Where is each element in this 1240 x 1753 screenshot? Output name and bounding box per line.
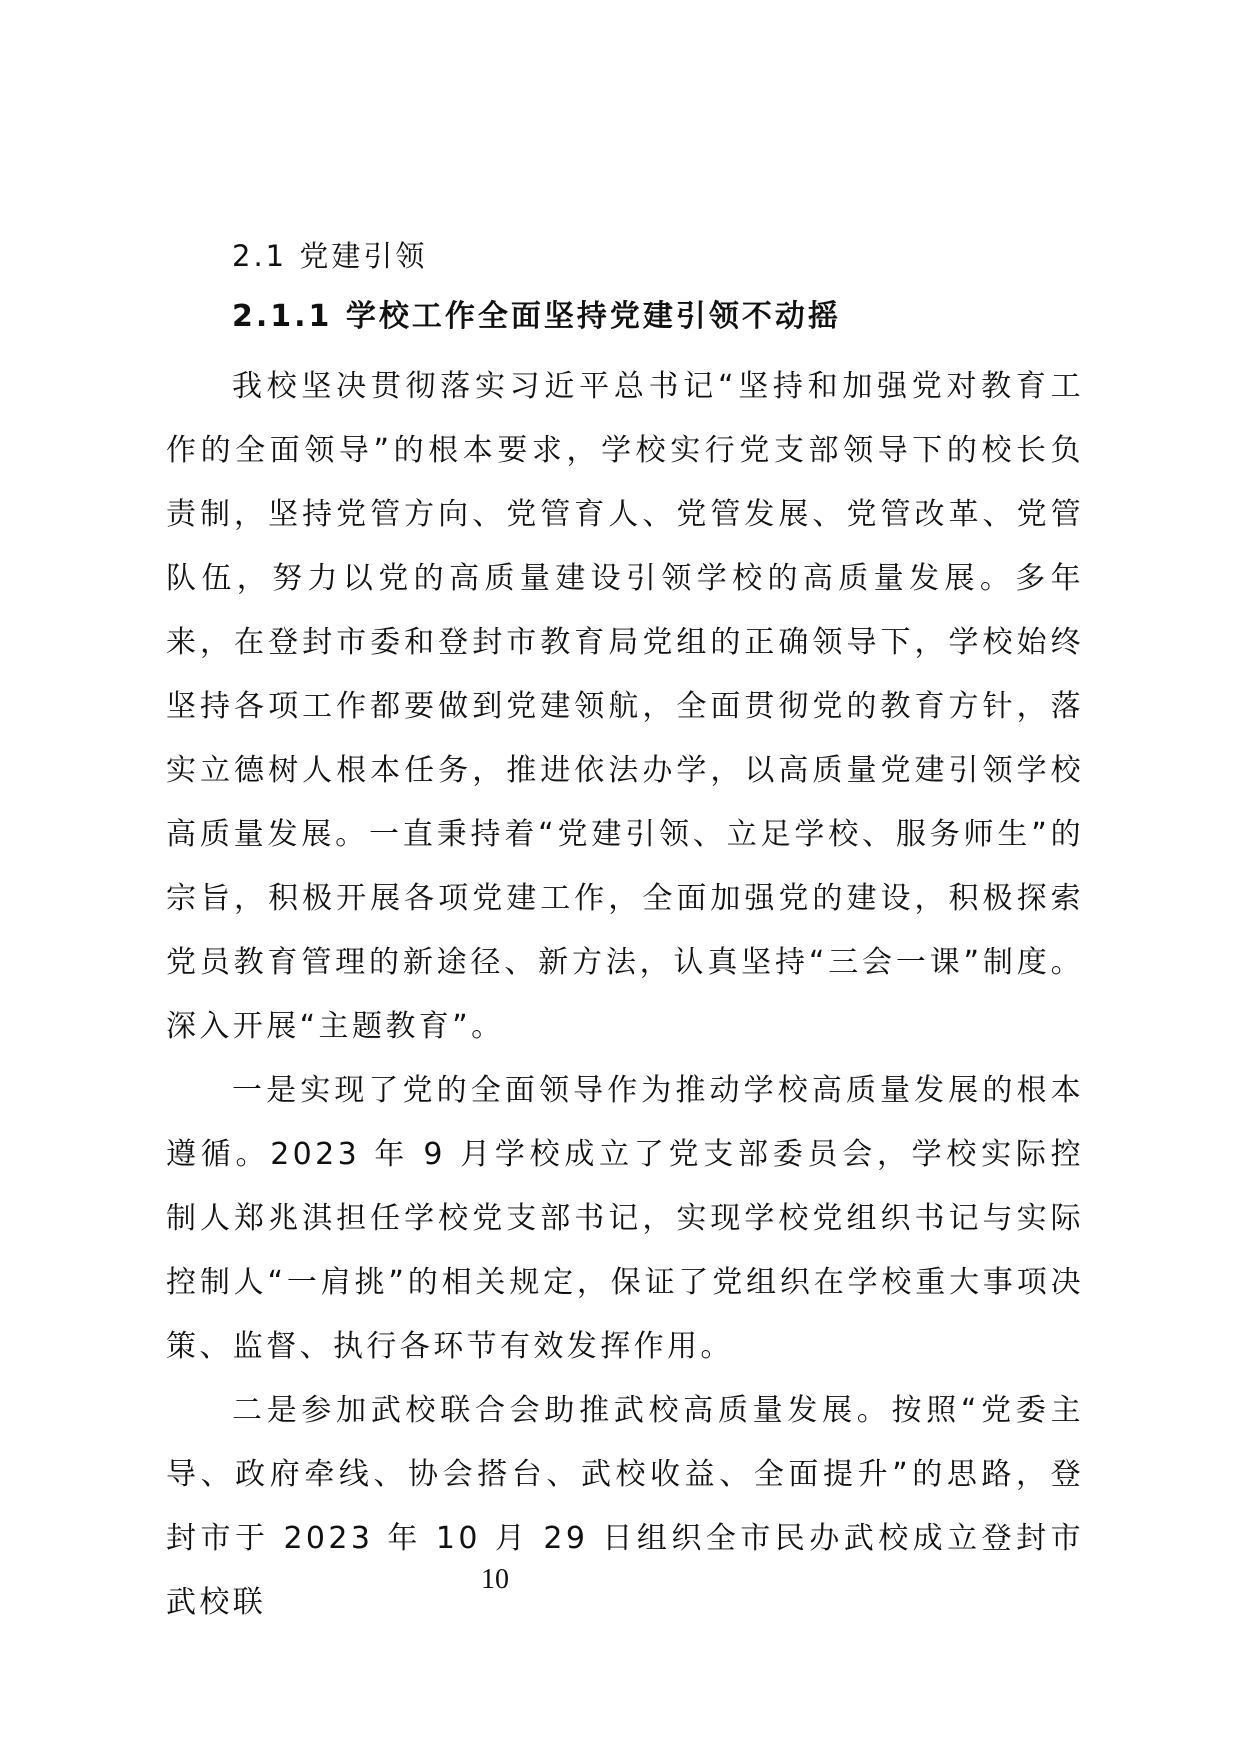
page-body bbox=[166, 236, 1084, 1635]
section-heading: 2.1 党建引领 bbox=[232, 239, 428, 273]
body-paragraph: 我校坚决贯彻落实习近平总书记“坚持和加强党对教育工作的全面领导”的根本要求，学校实行党支部领导下的校长负责制，坚持党管方向、党管育人、党管发展、党管改革、党管队伍，努力以党的高质量建设引领学校的高质量发展。多年来，在登封市委和登封市教育局党组的正确领导下，学校始终坚持各项工作都要做到党建领航，全面贯彻党的教育方针，落实立德树人根本任务，推进依法办学，以高质量党建引领学校高质量发展。一直秉持着“党建引领、立足学校、服务师生”的宗旨，积极开展各项党建工作，全面加强党的建设，积极探索党员教育管理的新途径、新方法，认真坚持“三会一课”制度。 深入开展“主题教育”。 bbox=[166, 369, 1084, 1044]
subsection-heading: 2.1.1 学校工作全面坚持党建引领不动摇 bbox=[232, 299, 841, 334]
page-number: 10 bbox=[481, 1564, 509, 1595]
body-paragraph: 一是实现了党的全面领导作为推动学校高质量发展的根本遵循。2023 年 9 月学校成立了党支部委员会，学校实际控制人郑兆淇担任学校党支部书记，实现学校党组织书记与实际控制人“一肩挑”的相关规定，保证了党组织在学校重大事项决策、监督、执行各环节有效发挥作用。 bbox=[166, 1073, 1084, 1364]
body-paragraph: 二是参加武校联合会助推武校高质量发展。按照“党委主导、政府牵线、协会搭台、武校收益、全面提升”的思路，登封市于 2023 年 10 月 29 日组织全市民办武校成立登封市武校联 bbox=[166, 1393, 1084, 1620]
